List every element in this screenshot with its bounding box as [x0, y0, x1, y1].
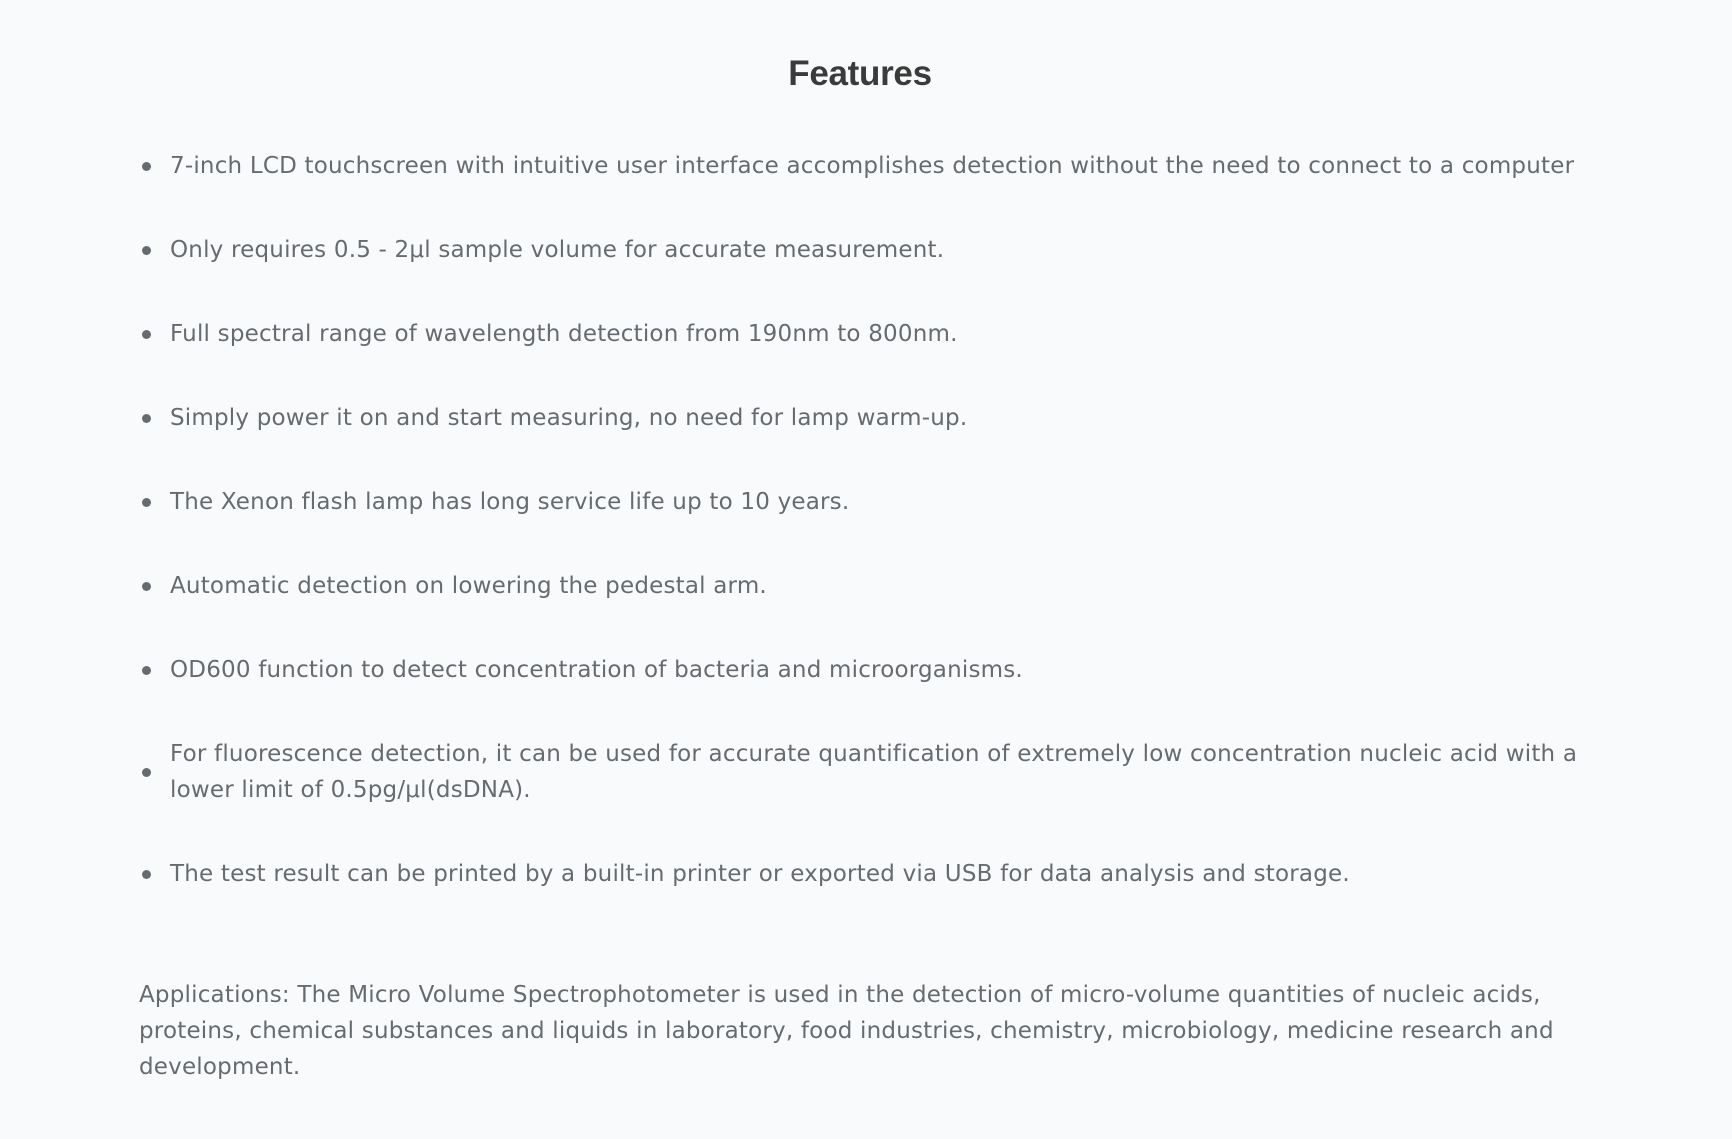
- list-item: [139, 316, 1639, 352]
- bullet-icon: [142, 666, 151, 675]
- bullet-icon: [142, 246, 151, 255]
- feature-text: Automatic detection on lowering the pedestal arm.: [170, 573, 767, 599]
- bullet-icon: [142, 870, 151, 879]
- feature-text: The test result can be printed by a built-in printer or exported via USB for data analysis and storage.: [170, 861, 1350, 887]
- list-item: [139, 484, 1639, 520]
- list-item: [139, 400, 1639, 436]
- list-item: [139, 568, 1639, 604]
- features-list: [139, 148, 1639, 940]
- list-item: [139, 148, 1639, 184]
- list-item: [139, 652, 1639, 688]
- bullet-icon: [142, 330, 151, 339]
- page-title: Features: [788, 54, 932, 93]
- feature-text: For fluorescence detection, it can be used for accurate quantification of extremely low concentration nucleic acid with a lower limit of 0.5pg/μl(dsDNA).: [170, 741, 1578, 803]
- feature-text: Full spectral range of wavelength detection from 190nm to 800nm.: [170, 321, 958, 347]
- feature-text: Only requires 0.5 - 2μl sample volume for accurate measurement.: [170, 237, 945, 263]
- list-item: [139, 232, 1639, 268]
- feature-text: The Xenon flash lamp has long service life up to 10 years.: [170, 489, 850, 515]
- bullet-icon: [142, 414, 151, 423]
- bullet-icon: [142, 498, 151, 507]
- feature-text: 7-inch LCD touchscreen with intuitive user interface accomplishes detection without the need to connect to a computer: [170, 153, 1575, 179]
- list-item: [139, 856, 1639, 892]
- bullet-icon: [142, 768, 151, 777]
- feature-text: Simply power it on and start measuring, no need for lamp warm-up.: [170, 405, 968, 431]
- bullet-icon: [142, 162, 151, 171]
- list-item: [139, 736, 1639, 808]
- bullet-icon: [142, 582, 151, 591]
- applications-paragraph: Applications: The Micro Volume Spectrophotometer is used in the detection of micro-volume quantities of nucleic acids, proteins, chemical substances and liquids in laboratory, food industries, chemistry, microbiology, medicine research and development.: [139, 982, 1554, 1080]
- feature-text: OD600 function to detect concentration of bacteria and microorganisms.: [170, 657, 1023, 683]
